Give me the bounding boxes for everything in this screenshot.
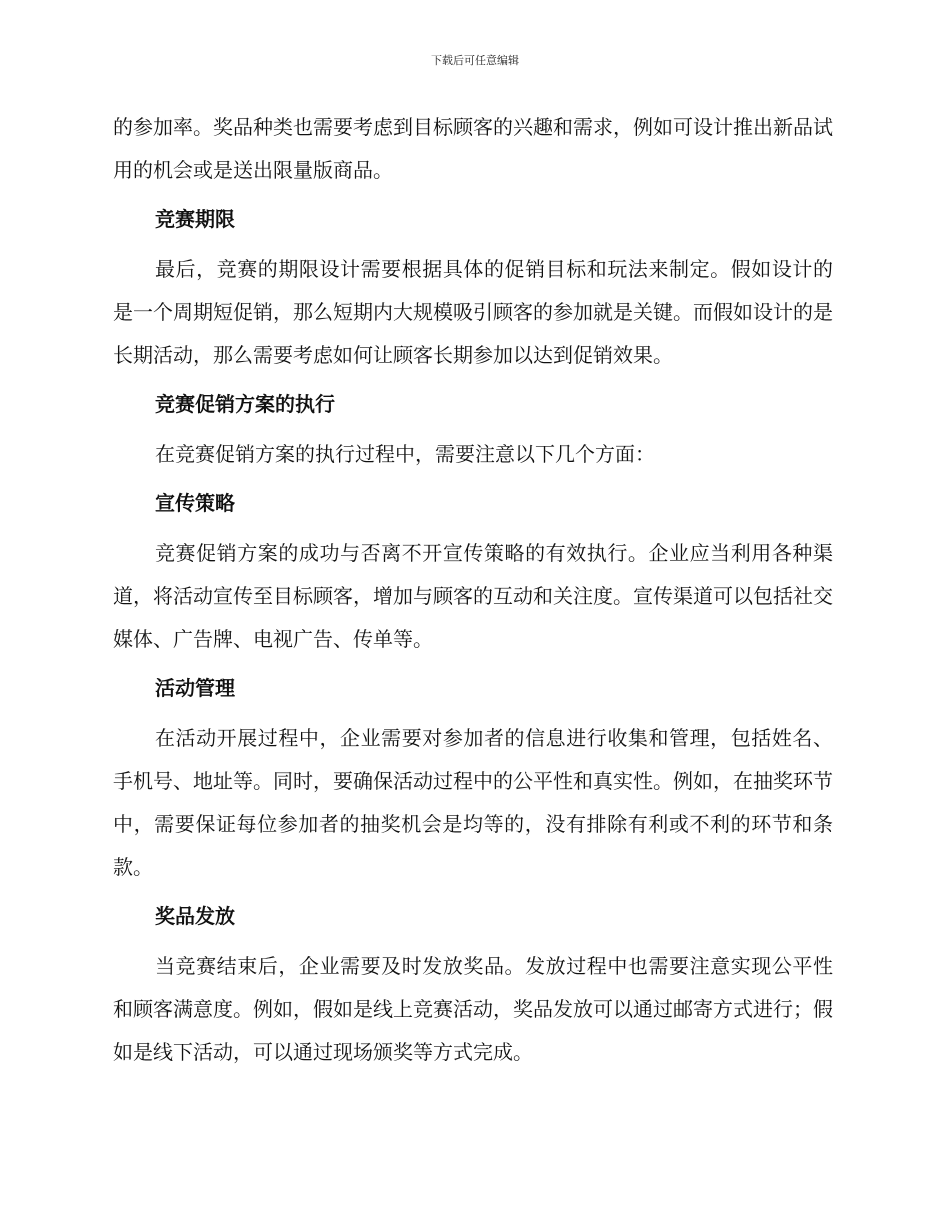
document-body	[113, 106, 833, 1074]
paragraph-prize-types: 的参加率。奖品种类也需要考虑到目标顾客的兴趣和需求，例如可设计推出新品试用的机会或是送出限量版商品。	[113, 115, 833, 182]
paragraph-plan-execution: 在竞赛促销方案的执行过程中，需要注意以下几个方面：	[155, 442, 655, 466]
paragraph-promotion-strategy: 竞赛促销方案的成功与否离不开宣传策略的有效执行。企业应当利用各种渠道，将活动宣传至目标顾客，增加与顾客的互动和关注度。宣传渠道可以包括社交媒体、广告牌、电视广告、传单等。	[113, 541, 833, 651]
heading-promotion-strategy: 宣传策略	[155, 491, 235, 515]
heading-prize-distribution: 奖品发放	[155, 904, 235, 928]
paragraph-activity-management: 在活动开展过程中，企业需要对参加者的信息进行收集和管理，包括姓名、手机号、地址等。同时，要确保活动过程中的公平性和真实性。例如，在抽奖环节中，需要保证每位参加者的抽奖机会是均等的，没有排除有利或不利的环节和条款。	[113, 726, 833, 879]
heading-plan-execution: 竞赛促销方案的执行	[155, 392, 335, 416]
heading-contest-duration: 竞赛期限	[155, 207, 235, 231]
paragraph-contest-duration: 最后，竞赛的期限设计需要根据具体的促销目标和玩法来制定。假如设计的是一个周期短促销，那么短期内大规模吸引顾客的参加就是关键。而假如设计的是长期活动，那么需要考虑如何让顾客长期参加以达到促销效果。	[113, 257, 833, 367]
heading-activity-management: 活动管理	[155, 676, 235, 700]
page-header: 下载后可任意编辑	[431, 54, 519, 67]
paragraph-prize-distribution: 当竞赛结束后，企业需要及时发放奖品。发放过程中也需要注意实现公平性和顾客满意度。例如，假如是线上竞赛活动，奖品发放可以通过邮寄方式进行；假如是线下活动，可以通过现场颁奖等方式完成。	[113, 954, 833, 1064]
